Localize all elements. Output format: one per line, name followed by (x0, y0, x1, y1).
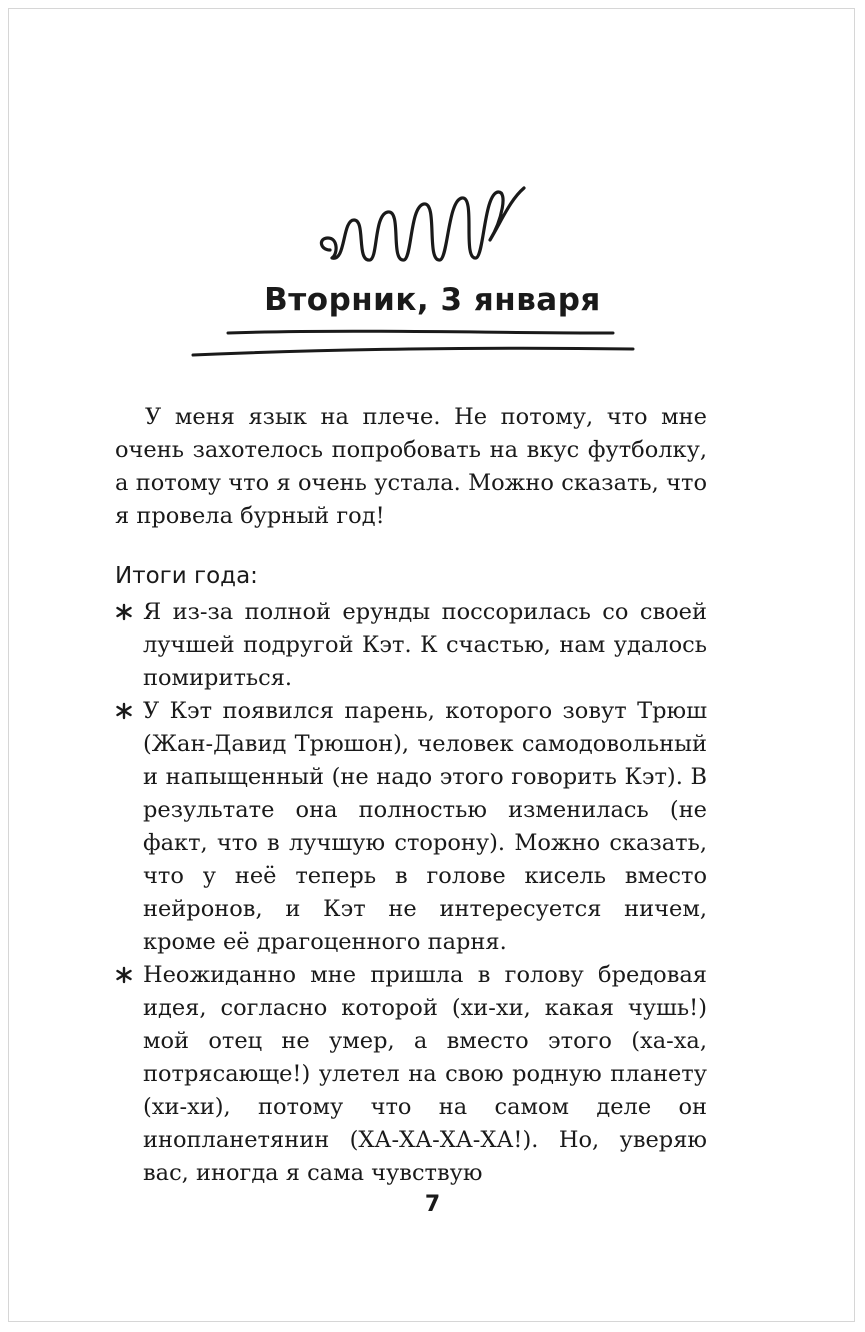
page-number: 7 (424, 1192, 441, 1217)
asterisk-bullet-icon (115, 702, 133, 720)
intro-paragraph: У меня язык на плече. Не потому, что мне очень захотелось попробовать на вкус футболку, а потому что я очень устала. Можно сказать, что я провела бурный год! (115, 404, 707, 529)
list-item (115, 959, 707, 1190)
swirl-doodle-icon (312, 180, 527, 270)
chapter-title: Вторник, 3 января (264, 282, 601, 318)
summary-title: Итоги года: (115, 563, 258, 589)
title-underline-doodle (188, 325, 638, 365)
list-item-text: Я из-за полной ерунды поссорилась со своей лучшей подругой Кэт. К счастью, нам удалось помириться. (143, 599, 707, 691)
list-item (115, 596, 707, 695)
summary-list (115, 596, 707, 1190)
list-item (115, 695, 707, 959)
asterisk-bullet-icon (115, 603, 133, 621)
asterisk-bullet-icon (115, 966, 133, 984)
list-item-text: Неожиданно мне пришла в голову бредовая идея, согласно которой (хи-хи, какая чушь!) мой отец не умер, а вместо этого (ха-ха, потрясающе!) улетел на свою родную планету (хи-хи), потому что на самом деле он инопланетянин (ХА-ХА-ХА-ХА!). Но, уверяю вас, иногда я сама чувствую (143, 962, 707, 1186)
list-item-text: У Кэт появился парень, которого зовут Трюш (Жан-Давид Трюшон), человек самодовольный и напыщенный (не надо этого говорить Кэт). В результате она полностью изменилась (не факт, что в лучшую сторону). Можно сказать, что у неё теперь в голове кисель вместо нейронов, и Кэт не интересуется ничем, кроме её драгоценного парня. (143, 698, 707, 955)
